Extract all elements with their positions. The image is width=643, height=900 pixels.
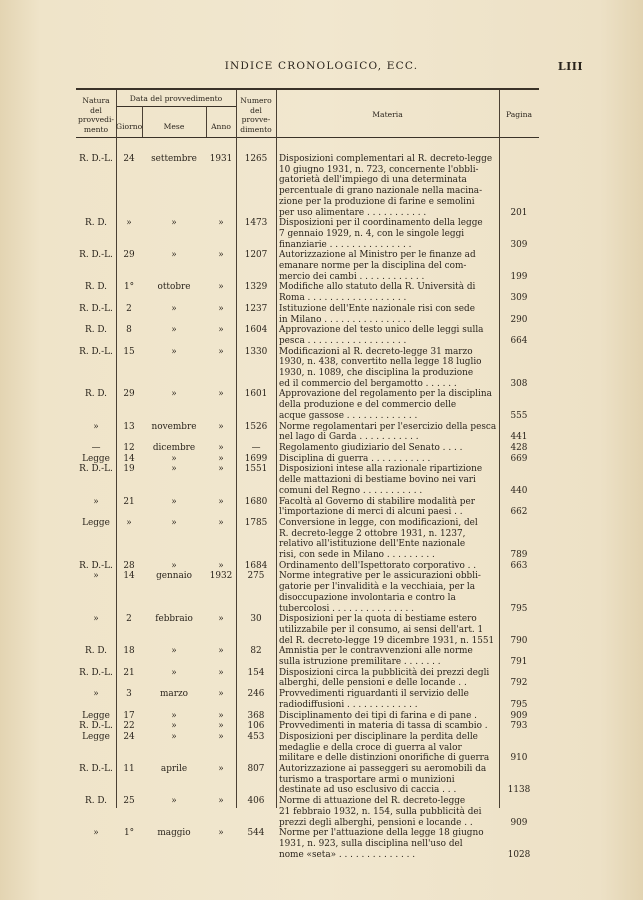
table-row bbox=[76, 250, 539, 282]
mese-cell: » bbox=[171, 731, 177, 742]
mese-cell: » bbox=[171, 667, 177, 678]
anno-cell: » bbox=[218, 614, 224, 625]
table-row bbox=[76, 443, 539, 454]
giorno-cell: 3 bbox=[126, 689, 132, 700]
giorno-cell: 14 bbox=[123, 453, 135, 464]
numero-cell: 1329 bbox=[244, 282, 268, 293]
mese-cell: » bbox=[171, 464, 177, 475]
natura-cell: » bbox=[93, 614, 99, 625]
anno-cell: » bbox=[218, 421, 224, 432]
anno-cell: » bbox=[218, 689, 224, 700]
numero-cell: 544 bbox=[247, 828, 265, 839]
natura-cell: R. D. bbox=[85, 282, 107, 293]
numero-cell: 1680 bbox=[244, 496, 268, 507]
natura-cell: R. D. bbox=[85, 796, 107, 807]
materia-cell: Modifiche allo statuto della R. Università di Roma . . . . . . . . . . . . . . . . . . bbox=[279, 282, 476, 304]
numero-cell: 246 bbox=[247, 689, 265, 700]
numero-cell: 1473 bbox=[244, 218, 268, 229]
natura-cell: R. D. bbox=[85, 389, 107, 400]
pagina-cell: 664 bbox=[510, 335, 528, 346]
natura-cell: » bbox=[93, 828, 99, 839]
numero-cell: 1551 bbox=[244, 464, 268, 475]
materia-cell: Conversione in legge, con modificazioni, del R. decreto-legge 2 ottobre 1931, n. 1237, relativo all'istituzione dell'Ente nazionale risi, con sede in Milano . . . . . . . . . bbox=[279, 517, 478, 561]
table-row bbox=[76, 732, 539, 764]
table-row bbox=[76, 518, 539, 561]
giorno-cell: 2 bbox=[126, 303, 132, 314]
table-row bbox=[76, 721, 539, 732]
pagina-cell: 663 bbox=[510, 560, 528, 571]
pagina-cell: 662 bbox=[510, 507, 528, 518]
giorno-cell: 24 bbox=[123, 731, 135, 742]
mese-cell: maggio bbox=[157, 828, 191, 839]
natura-cell: R. D.-L. bbox=[79, 346, 113, 357]
materia-cell: Disposizioni complementari al R. decreto-legge 10 giugno 1931, n. 723, concernente l'obbli- gatorietà dell'impiego di una determinata percentuale di grano nazionale nella macina- zione per la produzione di farine e semolini per uso alimentare . . . . . . . . . . . bbox=[279, 154, 493, 218]
anno-cell: » bbox=[218, 325, 224, 336]
anno-cell: » bbox=[218, 721, 224, 732]
materia-cell: Autorizzazione al Ministro per le finanze ad emanare norme per la disciplina del com- mercio dei cambi . . . . . . . . . . . . bbox=[279, 250, 476, 282]
table-row bbox=[76, 325, 539, 346]
numero-cell: 275 bbox=[247, 571, 265, 582]
natura-cell: Legge bbox=[82, 517, 110, 528]
date-subheader-rule bbox=[116, 106, 236, 107]
numero-cell: 1699 bbox=[244, 453, 268, 464]
numero-cell: 453 bbox=[247, 731, 265, 742]
numero-cell: 807 bbox=[247, 764, 265, 775]
giorno-cell: 8 bbox=[126, 325, 132, 336]
mese-cell: » bbox=[171, 303, 177, 314]
numero-cell: 82 bbox=[250, 646, 262, 657]
anno-cell: » bbox=[218, 646, 224, 657]
anno-cell: » bbox=[218, 282, 224, 293]
anno-cell: » bbox=[218, 517, 224, 528]
anno-cell: » bbox=[218, 667, 224, 678]
pagina-cell: 795 bbox=[510, 699, 528, 710]
table-row bbox=[76, 218, 539, 250]
giorno-cell: 24 bbox=[123, 154, 135, 164]
natura-cell: R. D. bbox=[85, 218, 107, 229]
mese-cell: » bbox=[171, 346, 177, 357]
pagina-cell: 909 bbox=[510, 817, 528, 828]
table-row bbox=[76, 764, 539, 796]
header-natura: Natura del provvedi- mento bbox=[78, 96, 114, 134]
materia-cell: Disciplina di guerra . . . . . . . . . . . bbox=[279, 453, 431, 464]
table-row bbox=[76, 464, 539, 496]
mese-cell: » bbox=[171, 325, 177, 336]
giorno-cell: 25 bbox=[123, 796, 135, 807]
table-row bbox=[76, 154, 539, 218]
anno-cell: » bbox=[218, 453, 224, 464]
table-body bbox=[76, 154, 539, 860]
natura-cell: R. D.-L. bbox=[79, 464, 113, 475]
pagina-cell: 669 bbox=[510, 453, 528, 464]
materia-cell: Disposizioni per il coordinamento della legge 7 gennaio 1929, n. 4, con le singole leggi finanziarie . . . . . . . . . . . . . . . bbox=[279, 218, 483, 250]
table-row bbox=[76, 282, 539, 303]
mese-cell: » bbox=[171, 218, 177, 229]
numero-cell: 106 bbox=[247, 721, 265, 732]
header-bottom-rule bbox=[76, 137, 539, 138]
pagina-cell: 793 bbox=[510, 721, 528, 732]
materia-cell: Istituzione dell'Ente nazionale risi con sede in Milano . . . . . . . . . . . . . . . . bbox=[279, 303, 475, 325]
giorno-cell: » bbox=[126, 218, 132, 229]
pagina-cell: 909 bbox=[510, 710, 528, 721]
materia-cell: Modificazioni al R. decreto-legge 31 marzo 1930, n. 438, convertito nella legge 18 luglio 1930, n. 1089, che disciplina la produzione ed il commercio del bergamotto . . . . . . bbox=[279, 346, 482, 389]
natura-cell: » bbox=[93, 421, 99, 432]
numero-cell: 30 bbox=[250, 614, 262, 625]
table-top-rule bbox=[76, 88, 539, 90]
materia-cell: Disciplinamento dei tipi di farina e di pane . bbox=[279, 710, 477, 721]
giorno-cell: 15 bbox=[123, 346, 135, 357]
anno-cell: » bbox=[218, 346, 224, 357]
giorno-cell: 22 bbox=[123, 721, 135, 732]
materia-cell: Norme di attuazione del R. decreto-legge 21 febbraio 1932, n. 154, sulla pubblicità dei prezzi degli alberghi, pensioni e locande . . bbox=[279, 796, 482, 828]
numero-cell: 1785 bbox=[244, 517, 268, 528]
materia-cell: Facoltà al Governo di stabilire modalità per l'importazione di merci di alcuni paesi . . bbox=[279, 496, 475, 518]
page-header bbox=[0, 60, 643, 80]
giorno-cell: 17 bbox=[123, 710, 135, 721]
pagina-cell: 201 bbox=[510, 207, 528, 218]
natura-cell: Legge bbox=[82, 453, 110, 464]
table-row bbox=[76, 347, 539, 390]
mese-cell: » bbox=[171, 646, 177, 657]
anno-cell: » bbox=[218, 560, 224, 571]
anno-cell: 1931 bbox=[209, 154, 233, 164]
giorno-cell: 12 bbox=[123, 442, 135, 453]
mese-cell: » bbox=[171, 389, 177, 400]
mese-cell: » bbox=[171, 517, 177, 528]
giorno-cell: 29 bbox=[123, 389, 135, 400]
table-row bbox=[76, 689, 539, 710]
natura-cell: » bbox=[93, 571, 99, 582]
materia-cell: Disposizioni intese alla razionale ripartizione delle mattazioni di bestiame bovino nei vari comuni del Regno . . . . . . . . . . . bbox=[279, 464, 483, 496]
materia-cell: Approvazione del regolamento per la disciplina della produzione e del commercio delle acque gassose . . . . . . . . . . . . . bbox=[279, 389, 492, 421]
natura-cell: » bbox=[93, 496, 99, 507]
anno-cell: » bbox=[218, 828, 224, 839]
materia-cell: Provvedimenti riguardanti il servizio delle radiodiffusioni . . . . . . . . . . . . . bbox=[279, 689, 469, 710]
anno-cell: » bbox=[218, 710, 224, 721]
mese-cell: » bbox=[171, 796, 177, 807]
pagina-cell: 199 bbox=[510, 271, 528, 282]
materia-cell: Norme regolamentari per l'esercizio della pesca nel lago di Garda . . . . . . . . . . . bbox=[279, 421, 497, 443]
giorno-cell: 28 bbox=[123, 560, 135, 571]
pagina-cell: 910 bbox=[510, 753, 528, 764]
mese-cell: » bbox=[171, 710, 177, 721]
materia-cell: Norme integrative per le assicurazioni obbli- gatorie per l'invalidità e la vecchiaia, per la disoccupazione involontaria e contro la tubercolosi . . . . . . . . . . . . . . . bbox=[279, 571, 481, 614]
natura-cell: R. D. bbox=[85, 325, 107, 336]
anno-cell: » bbox=[218, 303, 224, 314]
table-row bbox=[76, 454, 539, 465]
natura-cell: R. D.-L. bbox=[79, 667, 113, 678]
giorno-cell: 2 bbox=[126, 614, 132, 625]
pagina-cell: 790 bbox=[510, 635, 528, 646]
materia-cell: Amnistia per le contravvenzioni alle norme sulla istruzione premilitare . . . . . . . bbox=[279, 646, 473, 668]
natura-cell: R. D.-L. bbox=[79, 250, 113, 261]
anno-cell: » bbox=[218, 218, 224, 229]
mese-cell: » bbox=[171, 250, 177, 261]
mese-cell: » bbox=[171, 721, 177, 732]
natura-cell: R. D.-L. bbox=[79, 721, 113, 732]
materia-cell: Disposizioni per disciplinare la perdita delle medaglie e della croce di guerra al valor militare e delle distinzioni onorifiche di guerra bbox=[279, 731, 490, 764]
table-row bbox=[76, 497, 539, 518]
natura-cell: » bbox=[93, 689, 99, 700]
natura-cell: R. D.-L. bbox=[79, 154, 113, 164]
numero-cell: 406 bbox=[247, 796, 265, 807]
natura-cell: R. D.-L. bbox=[79, 560, 113, 571]
natura-cell: R. D.-L. bbox=[79, 764, 113, 775]
pagina-cell: 309 bbox=[510, 239, 528, 250]
mese-cell: febbraio bbox=[155, 614, 193, 625]
pagina-cell: 789 bbox=[510, 550, 528, 561]
materia-cell: Disposizioni per la quota di bestiame estero utilizzabile per il consumo, ai sensi dell'art. 1 del R. decreto-legge 19 dicembre 1931, n. 1551 bbox=[279, 614, 495, 646]
materia-cell: Regolamento giudiziario del Senato . . . . bbox=[279, 442, 463, 453]
anno-cell: » bbox=[218, 731, 224, 742]
anno-cell: » bbox=[218, 250, 224, 261]
natura-cell: Legge bbox=[82, 731, 110, 742]
numero-cell: 1601 bbox=[244, 389, 268, 400]
header-anno: Anno bbox=[211, 122, 231, 131]
pagina-cell: 308 bbox=[510, 378, 528, 389]
mese-cell: marzo bbox=[160, 689, 188, 700]
mese-cell: » bbox=[171, 453, 177, 464]
page-number: LIII bbox=[557, 60, 583, 73]
mese-cell: novembre bbox=[151, 421, 197, 432]
mese-cell: settembre bbox=[151, 154, 197, 164]
table-row bbox=[76, 304, 539, 325]
table-row bbox=[76, 711, 539, 722]
giorno-cell: 1° bbox=[123, 828, 135, 839]
natura-cell: Legge bbox=[82, 710, 110, 721]
header-mese: Mese bbox=[163, 122, 185, 131]
numero-cell: 154 bbox=[247, 667, 265, 678]
pagina-cell: 309 bbox=[510, 293, 528, 304]
header-pagina: Pagina bbox=[505, 110, 532, 119]
anno-cell: 1932 bbox=[209, 571, 233, 582]
pagina-cell: 1138 bbox=[507, 785, 531, 796]
natura-cell: R. D.-L. bbox=[79, 303, 113, 314]
table-row bbox=[76, 646, 539, 667]
mese-cell: » bbox=[171, 496, 177, 507]
table-row bbox=[76, 796, 539, 828]
pagina-cell: 555 bbox=[510, 410, 528, 421]
pagina-cell: 290 bbox=[510, 314, 528, 325]
giorno-cell: 13 bbox=[123, 421, 135, 432]
anno-cell: » bbox=[218, 464, 224, 475]
mese-cell: gennaio bbox=[156, 571, 192, 582]
pagina-cell: 440 bbox=[510, 485, 528, 496]
numero-cell: 1237 bbox=[244, 303, 268, 314]
anno-cell: » bbox=[218, 796, 224, 807]
numero-cell: 1330 bbox=[244, 346, 268, 357]
numero-cell: 1526 bbox=[244, 421, 268, 432]
anno-cell: » bbox=[218, 389, 224, 400]
giorno-cell: 29 bbox=[123, 250, 135, 261]
header-materia: Materia bbox=[372, 110, 403, 119]
giorno-cell: » bbox=[126, 517, 132, 528]
numero-cell: 1604 bbox=[244, 325, 268, 336]
giorno-cell: 14 bbox=[123, 571, 135, 582]
anno-cell: » bbox=[218, 764, 224, 775]
pagina-cell: 441 bbox=[510, 432, 528, 443]
table-row bbox=[76, 668, 539, 689]
mese-cell: ottobre bbox=[157, 282, 191, 293]
giorno-cell: 21 bbox=[123, 496, 135, 507]
anno-cell: » bbox=[218, 442, 224, 453]
materia-cell: Ordinamento dell'Ispettorato corporativo . . bbox=[279, 560, 477, 571]
materia-cell: Disposizioni circa la pubblicità dei prezzi degli alberghi, delle pensioni e delle locande . . bbox=[279, 667, 490, 689]
table-row bbox=[76, 389, 539, 421]
mese-cell: dicembre bbox=[152, 442, 196, 453]
pagina-cell: 1028 bbox=[507, 849, 531, 860]
running-title: INDICE CRONOLOGICO, ECC. bbox=[224, 60, 419, 72]
numero-cell: 1265 bbox=[244, 154, 268, 164]
giorno-cell: 1° bbox=[123, 282, 135, 293]
materia-cell: Approvazione del testo unico delle leggi sulla pesca . . . . . . . . . . . . . . . . . . bbox=[279, 325, 484, 346]
giorno-cell: 18 bbox=[123, 646, 135, 657]
mese-cell: » bbox=[171, 560, 177, 571]
header-numero: Numero del provve- dimento bbox=[240, 96, 272, 134]
table-row bbox=[76, 571, 539, 614]
materia-cell: Norme per l'attuazione della legge 18 giugno 1931, n. 923, sulla disciplina nell'uso del nome «seta» . . . . . . . . . . . . . . bbox=[279, 828, 484, 860]
pagina-cell: 791 bbox=[510, 657, 528, 668]
giorno-cell: 21 bbox=[123, 667, 135, 678]
giorno-cell: 19 bbox=[123, 464, 135, 475]
table-row bbox=[76, 561, 539, 572]
natura-cell: R. D. bbox=[85, 646, 107, 657]
natura-cell: — bbox=[91, 442, 101, 453]
table-row bbox=[76, 614, 539, 646]
pagina-cell: 428 bbox=[510, 442, 528, 453]
numero-cell: 368 bbox=[247, 710, 265, 721]
materia-cell: Provvedimenti in materia di tassa di scambio . bbox=[279, 721, 488, 732]
numero-cell: 1684 bbox=[244, 560, 268, 571]
header-data: Data del provvedimento bbox=[129, 94, 223, 103]
materia-cell: Autorizzazione ai passeggeri su aeromobili da turismo a trasportare armi o munizioni destinate ad uso esclusivo di caccia . . . bbox=[279, 764, 487, 796]
anno-cell: » bbox=[218, 496, 224, 507]
numero-cell: — bbox=[251, 442, 261, 453]
pagina-cell: 795 bbox=[510, 603, 528, 614]
pagina-cell: 792 bbox=[510, 678, 528, 689]
mese-cell: aprile bbox=[160, 764, 188, 775]
giorno-cell: 11 bbox=[123, 764, 135, 775]
table-row bbox=[76, 828, 539, 860]
header-giorno: Giorno bbox=[116, 122, 143, 131]
numero-cell: 1207 bbox=[244, 250, 268, 261]
table-row bbox=[76, 422, 539, 443]
chronological-index-table bbox=[76, 88, 539, 900]
